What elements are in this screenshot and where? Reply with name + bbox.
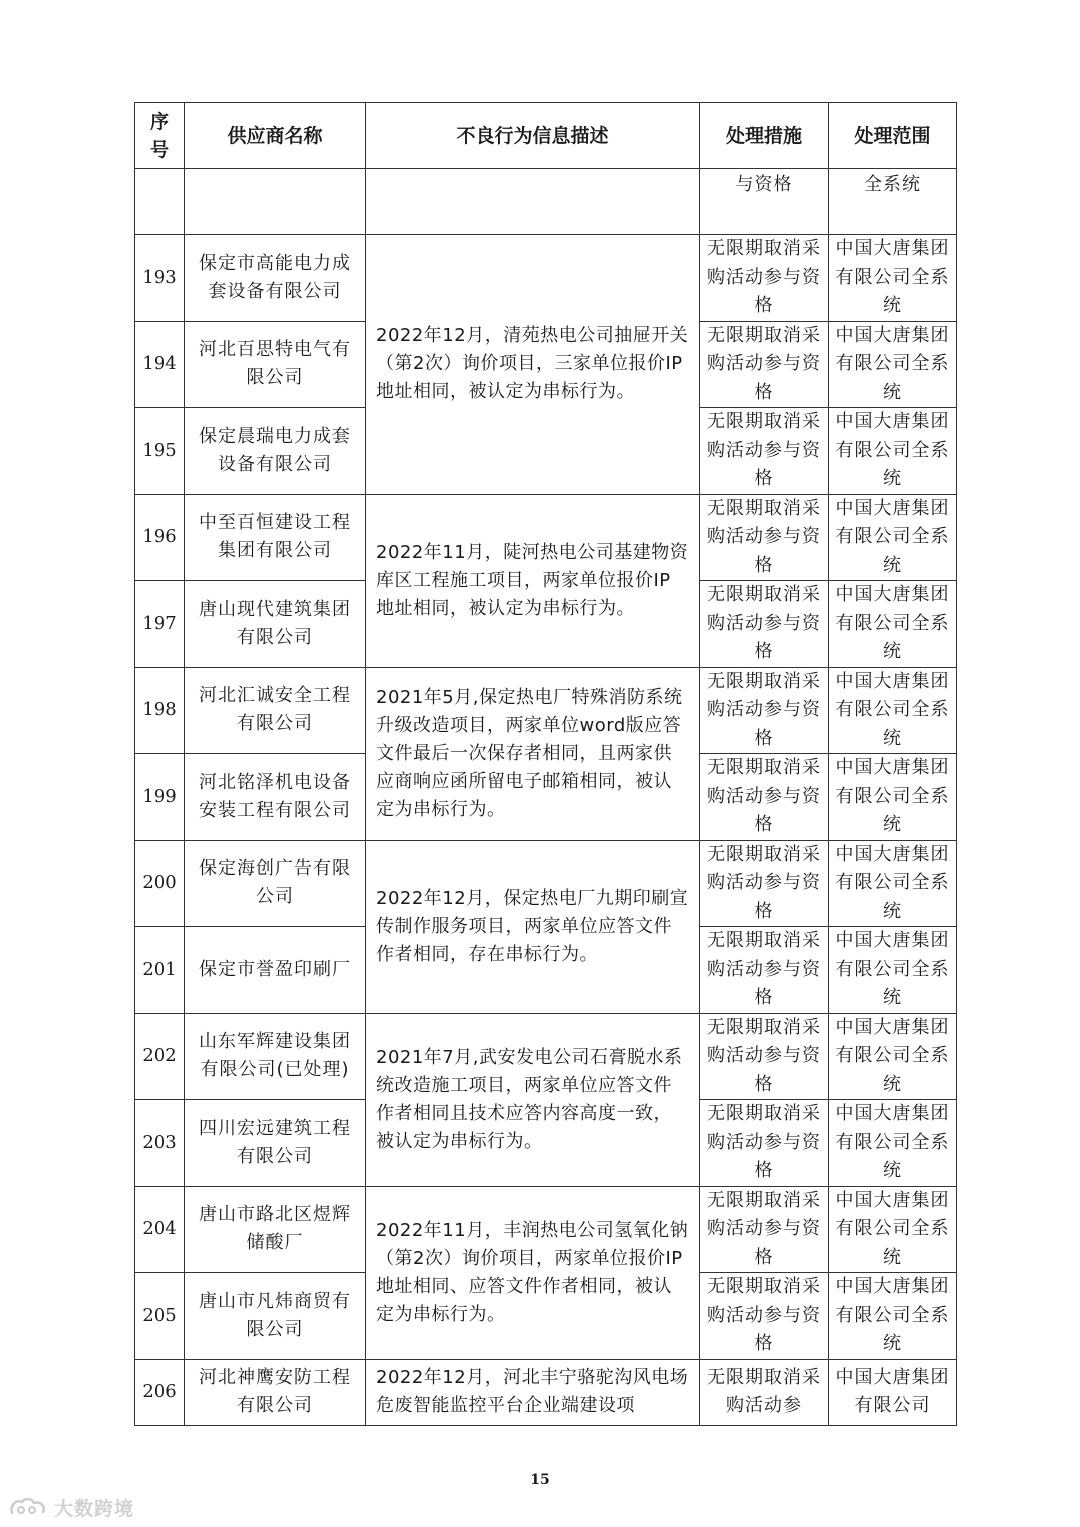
index-cell: 203 [135, 1100, 185, 1187]
header-measure: 处理措施 [700, 103, 829, 169]
index-cell: 205 [135, 1273, 185, 1360]
measure-cell: 无限期取消采购活动参与资格 [700, 1273, 829, 1360]
measure-cell: 无限期取消采购活动参与资格 [700, 1013, 829, 1100]
supplier-cell: 河北百思特电气有限公司 [185, 321, 366, 408]
description-cell: 2021年5月,保定热电厂特殊消防系统升级改造项目，两家单位word版应答文件最后一次保存者相同，且两家供应商响应函所留电子邮箱相同，被认定为串标行为。 [366, 667, 700, 840]
supplier-cell: 山东军辉建设集团有限公司(已处理) [185, 1013, 366, 1100]
index-cell: 194 [135, 321, 185, 408]
table-row [135, 667, 957, 754]
supplier-cell: 四川宏远建筑工程有限公司 [185, 1100, 366, 1187]
description-cell: 2021年7月,武安发电公司石膏脱水系统改造施工项目，两家单位应答文件作者相同且技术应答内容高度一致，被认定为串标行为。 [366, 1013, 700, 1186]
header-scope: 处理范围 [829, 103, 957, 169]
header-description: 不良行为信息描述 [366, 103, 700, 169]
index-cell: 204 [135, 1186, 185, 1273]
scope-cell: 中国大唐集团有限公司全系统 [829, 1100, 957, 1187]
supplier-cell: 保定市高能电力成套设备有限公司 [185, 235, 366, 322]
header-supplier: 供应商名称 [185, 103, 366, 169]
measure-cell: 无限期取消采购活动参与资格 [700, 1100, 829, 1187]
supplier-cell: 河北铭泽机电设备安装工程有限公司 [185, 754, 366, 841]
scope-cell: 中国大唐集团有限公司全系统 [829, 1273, 957, 1360]
table-row [135, 494, 957, 581]
measure-cell: 与资格 [700, 169, 829, 235]
table-row [135, 840, 957, 927]
supplier-cell: 河北汇诚安全工程有限公司 [185, 667, 366, 754]
continuation-row [135, 169, 957, 235]
scope-cell: 中国大唐集团有限公司全系统 [829, 581, 957, 668]
supplier-cell: 河北神鹰安防工程有限公司 [185, 1359, 366, 1425]
supplier-cell: 保定晨瑞电力成套设备有限公司 [185, 408, 366, 495]
supplier-cell: 唐山现代建筑集团有限公司 [185, 581, 366, 668]
scope-cell: 中国大唐集团有限公司全系统 [829, 494, 957, 581]
scope-cell: 中国大唐集团有限公司全系统 [829, 754, 957, 841]
index-cell: 199 [135, 754, 185, 841]
measure-cell: 无限期取消采购活动参 [700, 1359, 829, 1425]
table-row [135, 1013, 957, 1100]
index-cell: 196 [135, 494, 185, 581]
scope-cell: 中国大唐集团有限公司全系统 [829, 667, 957, 754]
index-cell: 206 [135, 1359, 185, 1425]
measure-cell: 无限期取消采购活动参与资格 [700, 581, 829, 668]
supplier-cell: 保定市誉盈印刷厂 [185, 927, 366, 1014]
scope-cell: 全系统 [829, 169, 957, 235]
measure-cell: 无限期取消采购活动参与资格 [700, 667, 829, 754]
index-cell: 195 [135, 408, 185, 495]
table-row [135, 1186, 957, 1273]
measure-cell: 无限期取消采购活动参与资格 [700, 235, 829, 322]
table-row [135, 235, 957, 322]
supplier-cell: 中至百恒建设工程集团有限公司 [185, 494, 366, 581]
page-number: 15 [530, 1472, 550, 1488]
table-cell [185, 169, 366, 235]
description-cell: 2022年12月，保定热电厂九期印刷宣传制作服务项目，两家单位应答文件作者相同，存在串标行为。 [366, 840, 700, 1013]
measure-cell: 无限期取消采购活动参与资格 [700, 1186, 829, 1273]
scope-cell: 中国大唐集团有限公司全系统 [829, 927, 957, 1014]
supplier-cell: 唐山市凡炜商贸有限公司 [185, 1273, 366, 1360]
description-cell: 2022年12月，河北丰宁骆驼沟风电场危废智能监控平台企业端建设项 [366, 1359, 700, 1425]
measure-cell: 无限期取消采购活动参与资格 [700, 840, 829, 927]
measure-cell: 无限期取消采购活动参与资格 [700, 754, 829, 841]
watermark [8, 1494, 134, 1520]
scope-cell: 中国大唐集团有限公司全系统 [829, 1013, 957, 1100]
table-header-row [135, 103, 957, 169]
watermark-logo-icon [8, 1495, 48, 1519]
measure-cell: 无限期取消采购活动参与资格 [700, 927, 829, 1014]
supplier-cell: 唐山市路北区煜辉储酸厂 [185, 1186, 366, 1273]
scope-cell: 中国大唐集团有限公司全系统 [829, 235, 957, 322]
description-cell: 2022年11月，陡河热电公司基建物资库区工程施工项目，两家单位报价IP地址相同，被认定为串标行为。 [366, 494, 700, 667]
watermark-text: 大数跨境 [54, 1497, 135, 1520]
scope-cell: 中国大唐集团有限公司全系统 [829, 321, 957, 408]
measure-cell: 无限期取消采购活动参与资格 [700, 494, 829, 581]
supplier-cell: 保定海创广告有限公司 [185, 840, 366, 927]
description-cell: 2022年12月，清苑热电公司抽屉开关（第2次）询价项目，三家单位报价IP地址相同，被认定为串标行为。 [366, 235, 700, 495]
scope-cell: 中国大唐集团有限公司全系统 [829, 840, 957, 927]
table-cell [366, 169, 700, 235]
index-cell: 193 [135, 235, 185, 322]
measure-cell: 无限期取消采购活动参与资格 [700, 321, 829, 408]
index-cell: 200 [135, 840, 185, 927]
measure-cell: 无限期取消采购活动参与资格 [700, 408, 829, 495]
table-row [135, 1359, 957, 1425]
table-cell [135, 169, 185, 235]
index-cell: 197 [135, 581, 185, 668]
description-cell: 2022年11月，丰润热电公司氢氧化钠（第2次）询价项目，两家单位报价IP地址相同、应答文件作者相同，被认定为串标行为。 [366, 1186, 700, 1359]
index-cell: 198 [135, 667, 185, 754]
index-cell: 201 [135, 927, 185, 1014]
index-cell: 202 [135, 1013, 185, 1100]
scope-cell: 中国大唐集团有限公司全系统 [829, 1186, 957, 1273]
header-index: 序号 [135, 103, 185, 169]
scope-cell: 中国大唐集团有限公司 [829, 1359, 957, 1425]
scope-cell: 中国大唐集团有限公司全系统 [829, 408, 957, 495]
bad-conduct-table [134, 102, 957, 1426]
